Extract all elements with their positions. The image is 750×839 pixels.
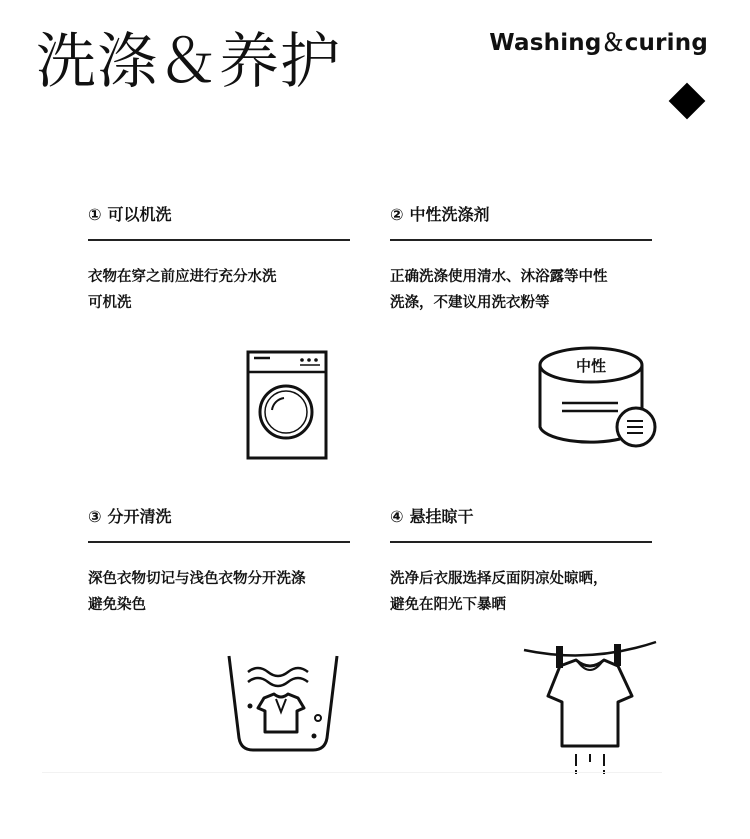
section-separate-wash (88, 507, 350, 618)
section-title: 分开清洗 (107, 507, 172, 526)
description-line: 洗净后衣服选择反面阴凉处晾晒， (390, 571, 608, 587)
section-hang-dry (390, 507, 652, 618)
section-description (88, 566, 350, 618)
section-divider (390, 541, 652, 543)
description-line: 避免在阳光下暴晒 (390, 597, 506, 613)
footer-divider (42, 772, 662, 773)
section-heading (390, 205, 652, 225)
section-heading (88, 205, 350, 225)
washing-machine-icon (246, 350, 328, 460)
section-title: 可以机洗 (107, 205, 172, 224)
detergent-icon (536, 345, 660, 451)
basin-tshirt-icon (226, 652, 340, 754)
section-description (88, 264, 350, 316)
section-heading (390, 507, 652, 527)
description-line: 避免染色 (88, 597, 146, 613)
section-divider (88, 541, 350, 543)
section-description (390, 264, 652, 316)
section-description (390, 566, 652, 618)
section-divider (88, 239, 350, 241)
section-heading (88, 507, 350, 527)
section-title: 中性洗涤剂 (409, 205, 490, 224)
section-neutral-detergent (390, 205, 652, 316)
section-title: 悬挂晾干 (409, 507, 474, 526)
section-machine-wash (88, 205, 350, 316)
description-line: 洗涤，不建议用洗衣粉等 (390, 295, 550, 311)
section-number: ④ (390, 507, 404, 526)
description-line: 可机洗 (88, 295, 132, 311)
description-line: 衣物在穿之前应进行充分水洗 (88, 269, 277, 285)
section-divider (390, 239, 652, 241)
page-title: 洗涤＆养护 (36, 27, 341, 97)
section-number: ① (88, 205, 102, 224)
description-line: 正确洗涤使用清水、沐浴露等中性 (390, 269, 608, 285)
section-number: ③ (88, 507, 102, 526)
hanging-tshirt-icon (520, 638, 660, 778)
section-number: ② (390, 205, 404, 224)
diamond-icon (669, 83, 706, 120)
page-subtitle-en: Washing＆curing (489, 30, 708, 56)
description-line: 深色衣物切记与浅色衣物分开洗涤 (88, 571, 306, 587)
detergent-label: 中性 (575, 357, 607, 375)
